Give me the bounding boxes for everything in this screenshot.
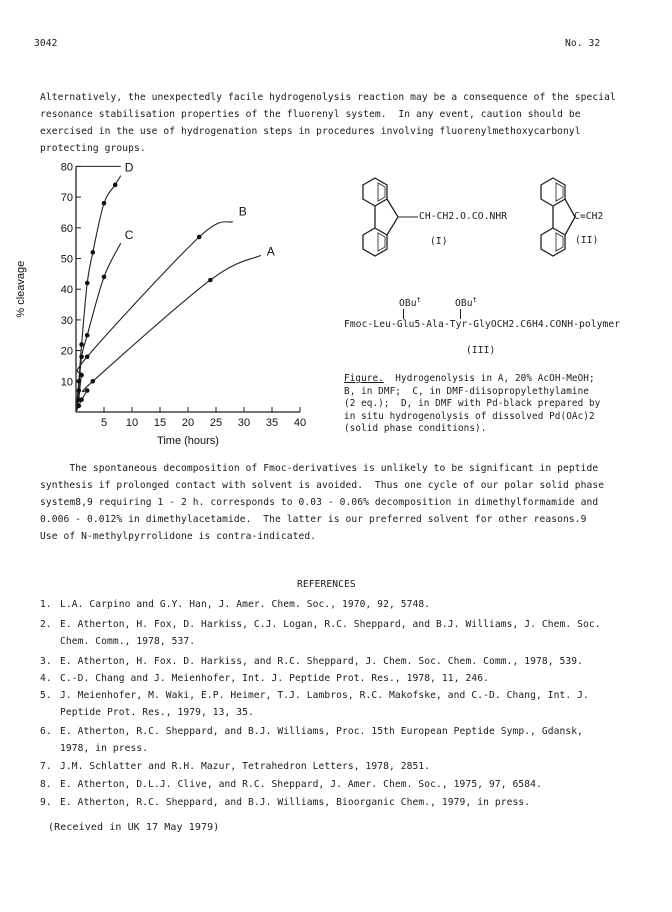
- x-tick-label: 25: [209, 417, 223, 429]
- reference-item: [40, 673, 489, 684]
- series-line-b: [76, 222, 233, 412]
- x-axis-title: Time (hours): [157, 435, 219, 447]
- data-point-d: [91, 250, 96, 255]
- data-point-c: [77, 388, 82, 393]
- reference-number: 9.: [40, 797, 52, 808]
- text-line: Use of N-methylpyrrolidone is contra-indicated.: [40, 531, 317, 542]
- reference-item: [40, 619, 601, 647]
- caption-line: (solid phase conditions).: [344, 423, 487, 434]
- compound-i-label: (I): [430, 236, 448, 247]
- x-tick-label: 20: [181, 417, 195, 429]
- obut-left: [399, 296, 421, 309]
- reference-item: [40, 599, 430, 610]
- reference-number: 6.: [40, 726, 52, 737]
- page-number: 3042: [34, 38, 58, 49]
- text-line: synthesis if prolonged contact with solvent is avoided. Thus one cycle of our polar solid phase: [40, 480, 605, 491]
- fluorene-structure-i: [360, 173, 420, 263]
- reference-item: [40, 761, 430, 772]
- caption-line: Hydrogenolysis in A, 20% AcOH-MeOH;: [395, 373, 595, 384]
- reference-number: 7.: [40, 761, 52, 772]
- y-axis-title: % cleavage: [15, 260, 27, 318]
- x-tick-label: 10: [125, 417, 139, 429]
- x-tick-label: 30: [237, 417, 251, 429]
- y-tick-label: 60: [60, 222, 73, 235]
- y-tick-label: 10: [60, 376, 73, 389]
- reference-item: [40, 690, 589, 718]
- reference-text: Chem. Comm., 1978, 537.: [60, 636, 196, 647]
- y-tick-label: 80: [60, 161, 73, 174]
- data-point-c: [85, 333, 90, 338]
- x-tick-label: 40: [293, 417, 307, 429]
- compound-ii-label: (II): [575, 235, 599, 246]
- series-label-d: D: [124, 160, 134, 175]
- data-point-d: [77, 379, 82, 384]
- figure-caption: [344, 373, 600, 436]
- reference-number: 1.: [40, 599, 52, 610]
- data-point-c: [79, 354, 84, 359]
- y-tick-label: 70: [60, 192, 73, 205]
- y-tick-label: 20: [60, 345, 73, 358]
- reference-number: 2.: [40, 619, 52, 630]
- references-heading: REFERENCES: [297, 579, 356, 590]
- obut-right: [455, 296, 477, 309]
- paragraph-decomposition: [40, 460, 640, 545]
- reference-item: [40, 779, 542, 790]
- paragraph-intro: [40, 89, 640, 157]
- y-tick-label: 40: [60, 284, 73, 297]
- reference-number: 8.: [40, 779, 52, 790]
- text-line: exercised in the use of hydrogenation steps in procedures involving fluorenylmethoxycarbonyl: [40, 126, 581, 137]
- reference-text: L.A. Carpino and G.Y. Han, J. Amer. Chem. Soc., 1970, 92, 5748.: [60, 599, 431, 610]
- compound-i-formula: [419, 211, 507, 222]
- data-point-b: [85, 354, 90, 359]
- data-point-b: [79, 373, 84, 378]
- issue-number: No. 32: [565, 38, 601, 49]
- obut-text: OBu: [455, 298, 473, 310]
- reference-text: 1978, in press.: [60, 743, 149, 754]
- reference-text: E. Atherton, H. Fox. D. Harkiss, and R.C. Sheppard, J. Chem. Soc. Chem. Comm., 1978, 539.: [60, 656, 583, 667]
- reference-text: E. Atherton, R.C. Sheppard, and B.J. Williams, Proc. 15th European Peptide Symp., Gdansk,: [60, 726, 583, 737]
- series-label-a: A: [266, 244, 275, 259]
- reference-number: 3.: [40, 656, 52, 667]
- data-point-a: [91, 379, 96, 384]
- caption-line: (2 eq.); D, in DMF with Pd-black prepared by: [344, 398, 601, 409]
- text-line: The spontaneous decomposition of Fmoc-derivatives is unlikely to be significant in peptide: [40, 463, 599, 474]
- reference-text: Peptide Prot. Res., 1979, 13, 35.: [60, 707, 254, 718]
- reference-text: E. Atherton, R.C. Sheppard, and B.J. Williams, Bioorganic Chem., 1979, in press.: [60, 797, 531, 808]
- data-point-a: [208, 278, 213, 283]
- bond-line: [460, 309, 461, 319]
- data-point-b: [197, 235, 202, 240]
- compound-iii-label: (III): [466, 345, 496, 356]
- y-tick-label: 30: [60, 314, 73, 327]
- compound-ii-formula: C=CH2: [574, 211, 604, 222]
- data-point-d: [102, 201, 107, 206]
- reference-text: E. Atherton, H. Fox, D. Harkiss, C.J. Logan, R.C. Sheppard, and B.J. Williams, J. Chem. Soc.: [60, 619, 601, 630]
- formula-text: CH-CH2.O.CO.NHR: [419, 211, 508, 222]
- dibenzofulvene-structure-ii: [535, 173, 585, 273]
- data-point-a: [85, 388, 90, 393]
- text-line: system8,9 requiring 1 - 2 h. corresponds to 0.03 - 0.06% decomposition in dimethylformamide and: [40, 497, 599, 508]
- text-line: Alternatively, the unexpectedly facile hydrogenolysis reaction may be a consequence of the special: [40, 92, 616, 103]
- data-point-b: [77, 397, 82, 402]
- reference-text: E. Atherton, D.L.J. Clive, and R.C. Sheppard, J. Amer. Chem. Soc., 1975, 97, 6584.: [60, 779, 542, 790]
- data-point-c: [102, 275, 107, 280]
- series-label-b: B: [238, 204, 247, 219]
- text-line: resonance stabilisation properties of the fluorenyl system. In any event, caution should be: [40, 109, 581, 120]
- x-tick-label: 35: [265, 417, 279, 429]
- reference-item: [40, 797, 530, 808]
- reference-text: J.M. Schlatter and R.H. Mazur, Tetrahedron Letters, 1978, 2851.: [60, 761, 431, 772]
- data-point-d: [113, 183, 118, 188]
- x-tick-label: 5: [100, 417, 108, 429]
- y-tick-label: 50: [60, 253, 73, 266]
- text-line: protecting groups.: [40, 143, 146, 154]
- obut-superscript: t: [416, 296, 421, 304]
- hydrogenolysis-chart: [0, 160, 340, 460]
- reference-item: [40, 656, 583, 667]
- data-point-d: [79, 342, 84, 347]
- peptide-formula: Fmoc-Leu-Glu5-Ala-Tyr-GlyOCH2.C6H4.CONH-polymer: [344, 319, 621, 330]
- obut-superscript: t: [472, 296, 477, 304]
- received-date: (Received in UK 17 May 1979): [48, 822, 220, 833]
- reference-number: 4.: [40, 673, 52, 684]
- series-label-c: C: [124, 228, 134, 243]
- caption-line: in situ hydrogenolysis of dissolved Pd(OAc)2: [344, 410, 595, 422]
- reference-item: [40, 726, 583, 754]
- reference-text: J. Meienhofer, M. Waki, E.P. Heimer, T.J. Lambros, R.C. Makofske, and C.-D. Chang, Int. J.: [60, 690, 589, 701]
- reference-text: C.-D. Chang and J. Meienhofer, Int. J. Peptide Prot. Res., 1978, 11, 246.: [60, 673, 489, 684]
- x-tick-label: 15: [153, 417, 167, 429]
- obut-text: OBu: [399, 298, 417, 310]
- text-line: 0.006 - 0.012% in dimethylacetamide. The latter is our preferred solvent for other reasons.9: [40, 514, 587, 525]
- reference-number: 5.: [40, 690, 52, 701]
- caption-line: B, in DMF; C, in DMF-diisopropylethylamine: [344, 385, 589, 397]
- bond-line: [403, 309, 404, 319]
- data-point-a: [77, 404, 82, 409]
- figure-word: Figure.: [344, 373, 384, 384]
- data-point-d: [85, 281, 90, 286]
